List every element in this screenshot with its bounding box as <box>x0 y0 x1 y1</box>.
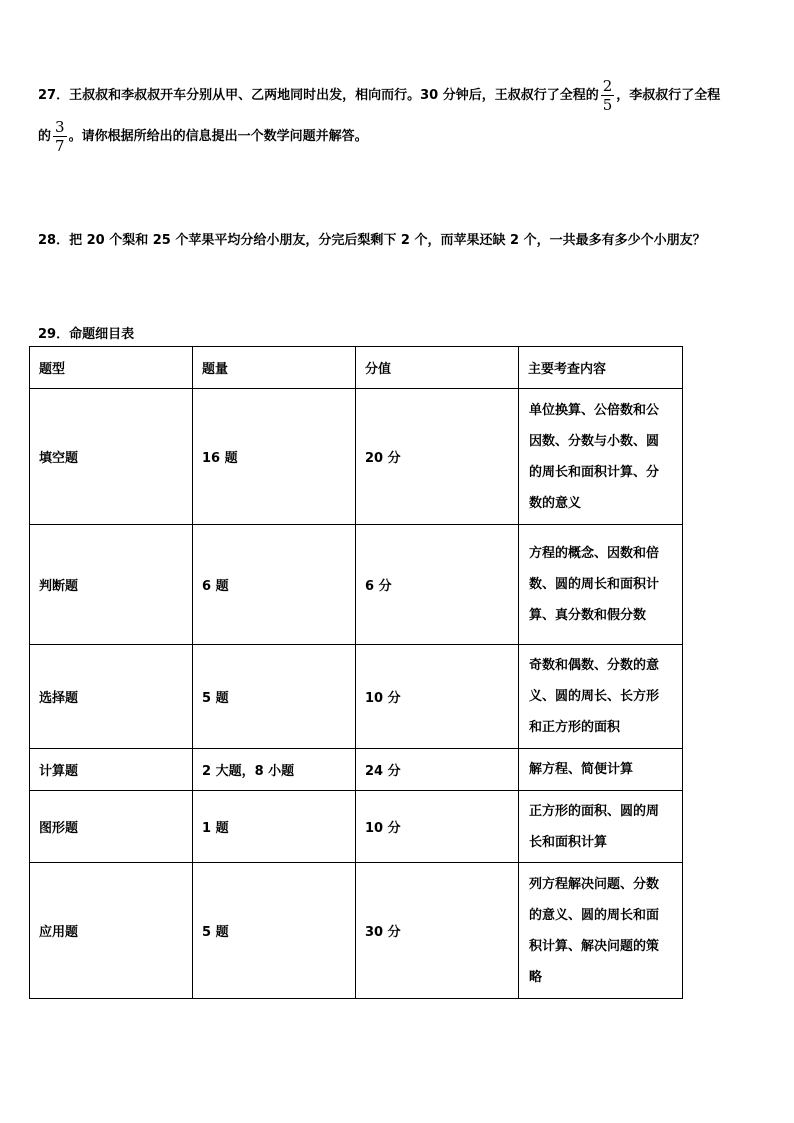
cell-type: 选择题 <box>30 645 193 749</box>
header-cell-count: 题量 <box>193 347 356 389</box>
content-line: 解方程、简便计算 <box>529 762 634 777</box>
cell-count: 16 题 <box>193 389 356 525</box>
cell-count: 5 题 <box>193 645 356 749</box>
header-cell-content: 主要考查内容 <box>519 347 683 389</box>
cell-type: 计算题 <box>30 749 193 791</box>
fraction-denominator: 7 <box>55 137 65 155</box>
cell-count: 2 大题，8 小题 <box>193 749 356 791</box>
cell-content <box>519 749 683 791</box>
content-line: 积计算、解决问题的策 <box>529 938 660 954</box>
spec-table <box>29 346 683 999</box>
cell-score: 24 分 <box>356 749 519 791</box>
content-line: 长和面积计算 <box>529 834 608 850</box>
fraction-denominator: 5 <box>602 96 613 114</box>
content-line: 方程的概念、因数和倍 <box>529 546 660 561</box>
question-28: 28．把 20 个梨和 25 个苹果平均分给小朋友，分完后梨剩下 2 个，而苹果还缺 2 个，一共最多有多少个小朋友？ <box>38 233 706 248</box>
cell-content <box>519 525 683 645</box>
question-27-text-end: 。请你根据所给出的信息提出一个数学问题并解答。 <box>68 129 368 144</box>
content-line: 数的意义 <box>529 495 582 511</box>
cell-count: 1 题 <box>193 791 356 863</box>
content-line: 义、圆的周长、长方形 <box>529 689 660 704</box>
content-line: 正方形的面积、圆的周 <box>529 803 660 819</box>
header-cell-score: 分值 <box>356 347 519 389</box>
fraction-numerator: 2 <box>602 77 613 95</box>
cell-count: 5 题 <box>193 863 356 999</box>
question-27-line-1 <box>38 78 720 113</box>
table-row <box>30 389 683 525</box>
cell-content <box>519 863 683 999</box>
table-header-row <box>30 347 683 389</box>
content-line: 的意义、圆的周长和面 <box>529 907 660 923</box>
table-row <box>30 863 683 999</box>
cell-type: 判断题 <box>30 525 193 645</box>
table-row <box>30 749 683 791</box>
content-line: 的周长和面积计算、分 <box>529 464 660 480</box>
cell-score: 20 分 <box>356 389 519 525</box>
content-line: 略 <box>529 969 543 985</box>
question-29-title: 29．命题细目表 <box>38 327 135 342</box>
cell-score: 10 分 <box>356 791 519 863</box>
cell-type: 填空题 <box>30 389 193 525</box>
cell-content <box>519 791 683 863</box>
question-27-line-2 <box>38 119 368 154</box>
question-27-text: 27．王叔叔和李叔叔开车分别从甲、乙两地同时出发，相向而行。30 分钟后，王叔叔行了全程的 <box>38 88 599 103</box>
cell-type: 图形题 <box>30 791 193 863</box>
cell-score: 30 分 <box>356 863 519 999</box>
cell-type: 应用题 <box>30 863 193 999</box>
fraction-numerator: 3 <box>55 118 65 136</box>
cell-score: 10 分 <box>356 645 519 749</box>
content-line: 和正方形的面积 <box>529 720 621 735</box>
question-27-text-tail: ，李叔叔行了全程 <box>616 88 721 103</box>
table-row <box>30 525 683 645</box>
header-cell-type: 题型 <box>30 347 193 389</box>
content-line: 算、真分数和假分数 <box>529 608 647 623</box>
content-line: 数、圆的周长和面积计 <box>529 577 660 592</box>
cell-count: 6 题 <box>193 525 356 645</box>
table-row <box>30 791 683 863</box>
table-row <box>30 645 683 749</box>
content-line: 列方程解决问题、分数 <box>529 876 660 892</box>
fraction-two-fifths <box>601 78 615 113</box>
cell-content <box>519 645 683 749</box>
content-line: 奇数和偶数、分数的意 <box>529 658 660 673</box>
content-line: 因数、分数与小数、圆 <box>529 433 660 449</box>
fraction-three-sevenths <box>53 119 67 154</box>
content-line: 单位换算、公倍数和公 <box>529 402 660 418</box>
cell-content <box>519 389 683 525</box>
question-27-text-head: 的 <box>38 129 52 144</box>
cell-score: 6 分 <box>356 525 519 645</box>
